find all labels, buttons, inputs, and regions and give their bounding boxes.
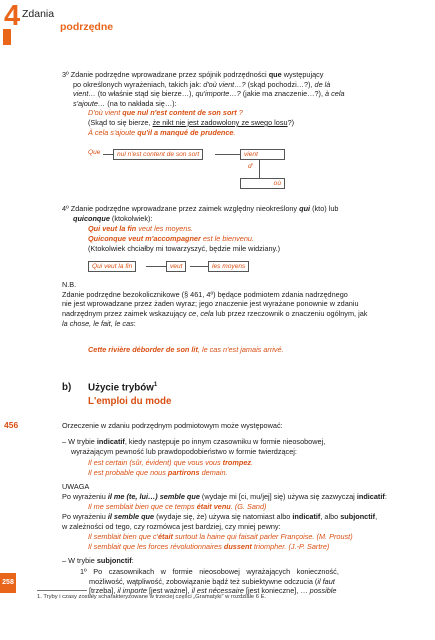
footnote-rule (37, 590, 87, 591)
uwaga-example-2: Il semblait bien que c'était surtout la haine qui faisait parler Françoise. (M. Proust) (88, 532, 353, 541)
diagram-box-ou: où (240, 178, 285, 189)
nb-label: N.B. (62, 280, 77, 289)
paragraph-number: 456 (4, 420, 19, 430)
uwaga-note: UWAGA Po wyrażeniu il me (te, lui…) semble que (wydaje mi [ci, mu/jej] się) używa się zazwyczaj indicatif: (62, 482, 422, 501)
diagram-connector (103, 154, 113, 155)
diagram-connector (215, 154, 240, 155)
example-4-2: Quiconque veut m'accompagner est le bienvenu. (88, 234, 254, 243)
example-4-1: Qui veut la fin veut les moyens. (88, 224, 194, 233)
diagram-connector (259, 159, 260, 178)
section-letter: b) (62, 382, 72, 393)
uwaga-example-3: Il semblait que les forces révolutionnaires dussent triompher. (J.-P. Sartre) (88, 542, 330, 551)
nb-note: N.B. Zdanie podrzędne bezokolicznikowe (§ 461, 4º) będące podmiotem zdania nadrzędnego nie jest wprowadzane przez żaden wyraz; jego znaczenie jest wyrażane ponownie w zdaniu nadrzędnym przez zaimek wskazujący ce, cela lub przez rzeczownik o znaczeniu ogólnym, jak la chose, le fait, le cas: (62, 280, 412, 328)
diagram-box-subject: Qui veut la fin (88, 261, 136, 272)
page-number: 258 (0, 573, 16, 593)
subjonctif-rule: 1º Po czasownikach w formie nieosobowej wyrażających konieczność, możliwość, wątpliwość, zobowiązanie bądź też subiektywne odczucia (il faut [trzeba], il importe [jest ważne], il est nécessaire [jest konieczne], … possible (80, 567, 339, 596)
translation-3-1: (Skąd to się bierze, że nikt nie jest zadowolony ze swego losu?) (88, 118, 295, 127)
point-3: 3º Zdanie podrzędne wprowadzane przez spójnik podrzędności que występujący po określonych wyrażeniach, takich jak: d'où vient…? (skąd pochodzi…?), de là vient… (to właśnie stąd się bierze…), qu'importe…? (jakie ma znaczenie…?), à cela s'ajoute… (na to nakłada się…): (62, 70, 345, 108)
diagram-connector (190, 266, 208, 267)
indicatif-example-1: Il est certain (sûr, évident) que vous vous trompez. (88, 458, 254, 467)
diagram-box-verb-2: veut (166, 261, 186, 272)
uwaga-example-1: Il me semblait bien que ce temps était venu. (G. Sand) (88, 502, 267, 511)
point-4: 4º Zdanie podrzędne wprowadzane przez zaimek względny nieokreślony qui (kto) lub quiconque (ktokolwiek): (62, 204, 339, 223)
indicatif-example-2: Il est probable que nous partirons demain. (88, 468, 228, 477)
nb-example: Cette rivière déborder de son lit, le cas n'est jamais arrivé. (88, 345, 284, 354)
chapter-number: 4 (4, 0, 21, 32)
diagram-que: Que (88, 149, 101, 156)
diagram-box-object: les moyens (208, 261, 249, 272)
translation-4: (Ktokolwiek chciałby mi towarzyszyć, będzie mile widziany.) (88, 244, 281, 253)
example-3-2: À cela s'ajoute qu'il a manqué de prudence. (88, 128, 236, 137)
subjonctif-heading: – W trybie subjonctif: (62, 556, 134, 565)
uwaga-rule-2: Po wyrażeniu il semble que (wydaje się, że) używa się natomiast albo indicatif, albo subjonctif, w zależności od tego, czy rozmówca jest bardziej, czy mniej pewny: (62, 512, 378, 531)
section-title: Użycie trybów$^1$ (88, 382, 158, 394)
diagram-connector (146, 266, 166, 267)
chapter-title: Zdania (22, 8, 55, 20)
uwaga-label: UWAGA (62, 482, 90, 491)
section-subtitle: L'emploi du mode (88, 396, 172, 407)
diagram-box-clause: nul n'est content de son sort (113, 149, 203, 160)
footnote: 1. Tryby i czasy zostały scharakteryzowane w trzeciej części „Gramatyki” w rozdziale 6 E. (37, 594, 267, 600)
paragraph-intro: Orzeczenie w zdaniu podrzędnym podmiotowym może występować: (62, 421, 283, 430)
example-3-1: D'où vient que nul n'est content de son sort ? (88, 108, 243, 117)
chapter-subtitle: podrzędne (60, 21, 114, 33)
diagram-d: d' (248, 163, 253, 170)
diagram-box-verb: vient (240, 149, 285, 160)
indicatif-rule: – W trybie indicatif, kiedy następuje po innym czasowniku w formie nieosobowej, wyrażającym pewność lub prawdopodobieństwo w formie twierdzącej: (62, 437, 326, 456)
